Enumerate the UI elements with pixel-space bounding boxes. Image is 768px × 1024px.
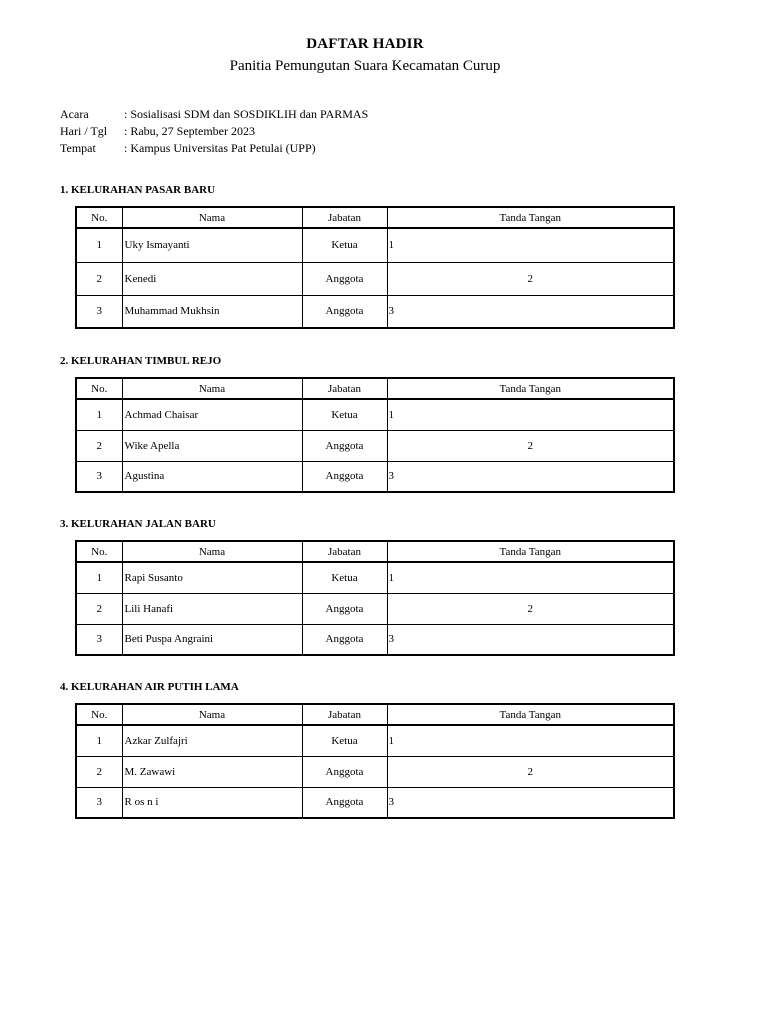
table-row [76, 262, 674, 295]
col-header-nama: Nama [122, 207, 302, 228]
document-title: DAFTAR HADIR [306, 36, 424, 52]
section-title-pasar-baru: 1. KELURAHAN PASAR BARU [60, 184, 216, 196]
table-header-row [76, 378, 674, 399]
cell-no: 3 [76, 624, 122, 655]
col-header-jabatan: Jabatan [302, 207, 387, 228]
event-info [60, 106, 368, 157]
col-header-jabatan: Jabatan [302, 704, 387, 725]
cell-signature: 1 [387, 725, 674, 756]
cell-nama: Lili Hanafi [122, 593, 302, 624]
cell-no: 2 [76, 756, 122, 787]
col-header-jabatan: Jabatan [302, 541, 387, 562]
table-row [76, 787, 674, 818]
cell-nama: Wike Apella [122, 430, 302, 461]
info-row-hari-tgl [60, 123, 368, 140]
cell-signature: 2 [387, 593, 674, 624]
cell-jabatan: Ketua [302, 228, 387, 262]
col-header-no: No. [76, 207, 122, 228]
table-row [76, 593, 674, 624]
cell-nama: M. Zawawi [122, 756, 302, 787]
cell-jabatan: Anggota [302, 461, 387, 492]
cell-jabatan: Ketua [302, 562, 387, 593]
cell-signature: 3 [387, 461, 674, 492]
cell-no: 1 [76, 399, 122, 430]
info-value: : Rabu, 27 September 2023 [124, 124, 255, 138]
table-row [76, 461, 674, 492]
cell-jabatan: Anggota [302, 787, 387, 818]
table-header-row [76, 704, 674, 725]
cell-signature: 2 [387, 430, 674, 461]
cell-signature: 1 [387, 562, 674, 593]
table-row [76, 430, 674, 461]
col-header-jabatan: Jabatan [302, 378, 387, 399]
col-header-nama: Nama [122, 378, 302, 399]
section-title-jalan-baru: 3. KELURAHAN JALAN BARU [60, 518, 216, 530]
cell-no: 3 [76, 787, 122, 818]
cell-jabatan: Anggota [302, 756, 387, 787]
cell-no: 1 [76, 562, 122, 593]
cell-signature: 3 [387, 787, 674, 818]
table-header-row [76, 541, 674, 562]
cell-no: 2 [76, 593, 122, 624]
cell-signature: 1 [387, 228, 674, 262]
attendance-table-air-putih-lama [75, 703, 675, 819]
col-header-no: No. [76, 378, 122, 399]
section-title-timbul-rejo: 2. KELURAHAN TIMBUL REJO [60, 355, 222, 367]
cell-no: 3 [76, 295, 122, 328]
col-header-nama: Nama [122, 704, 302, 725]
cell-no: 2 [76, 430, 122, 461]
cell-no: 2 [76, 262, 122, 295]
cell-nama: Azkar Zulfajri [122, 725, 302, 756]
col-header-tanda-tangan: Tanda Tangan [387, 704, 674, 725]
cell-nama: Muhammad Mukhsin [122, 295, 302, 328]
table-row [76, 624, 674, 655]
table-header-row [76, 207, 674, 228]
cell-jabatan: Ketua [302, 399, 387, 430]
attendance-table-timbul-rejo [75, 377, 675, 493]
attendance-table-jalan-baru [75, 540, 675, 656]
section-title-air-putih-lama: 4. KELURAHAN AIR PUTIH LAMA [60, 681, 239, 693]
table-row [76, 725, 674, 756]
cell-jabatan: Ketua [302, 725, 387, 756]
cell-nama: R os n i [122, 787, 302, 818]
col-header-no: No. [76, 704, 122, 725]
col-header-tanda-tangan: Tanda Tangan [387, 541, 674, 562]
cell-jabatan: Anggota [302, 593, 387, 624]
table-row [76, 295, 674, 328]
attendance-table-pasar-baru [75, 206, 675, 329]
info-row-acara [60, 106, 368, 123]
info-row-tempat [60, 140, 368, 157]
cell-jabatan: Anggota [302, 295, 387, 328]
cell-signature: 3 [387, 295, 674, 328]
cell-signature: 2 [387, 756, 674, 787]
cell-nama: Uky Ismayanti [122, 228, 302, 262]
col-header-no: No. [76, 541, 122, 562]
cell-nama: Beti Puspa Angraini [122, 624, 302, 655]
cell-no: 3 [76, 461, 122, 492]
table-row [76, 228, 674, 262]
cell-no: 1 [76, 228, 122, 262]
cell-nama: Achmad Chaisar [122, 399, 302, 430]
cell-jabatan: Anggota [302, 262, 387, 295]
cell-jabatan: Anggota [302, 430, 387, 461]
cell-signature: 1 [387, 399, 674, 430]
cell-nama: Agustina [122, 461, 302, 492]
cell-jabatan: Anggota [302, 624, 387, 655]
cell-no: 1 [76, 725, 122, 756]
info-label: Tempat [60, 141, 96, 155]
info-value: : Sosialisasi SDM dan SOSDIKLIH dan PARMAS [124, 107, 369, 121]
cell-signature: 2 [387, 262, 674, 295]
col-header-nama: Nama [122, 541, 302, 562]
cell-signature: 3 [387, 624, 674, 655]
table-row [76, 756, 674, 787]
document-subtitle: Panitia Pemungutan Suara Kecamatan Curup [229, 58, 501, 74]
table-row [76, 399, 674, 430]
info-label: Acara [60, 107, 89, 121]
col-header-tanda-tangan: Tanda Tangan [387, 207, 674, 228]
table-row [76, 562, 674, 593]
cell-nama: Kenedi [122, 262, 302, 295]
col-header-tanda-tangan: Tanda Tangan [387, 378, 674, 399]
info-label: Hari / Tgl [60, 124, 108, 138]
cell-nama: Rapi Susanto [122, 562, 302, 593]
info-value: : Kampus Universitas Pat Petulai (UPP) [124, 141, 316, 155]
